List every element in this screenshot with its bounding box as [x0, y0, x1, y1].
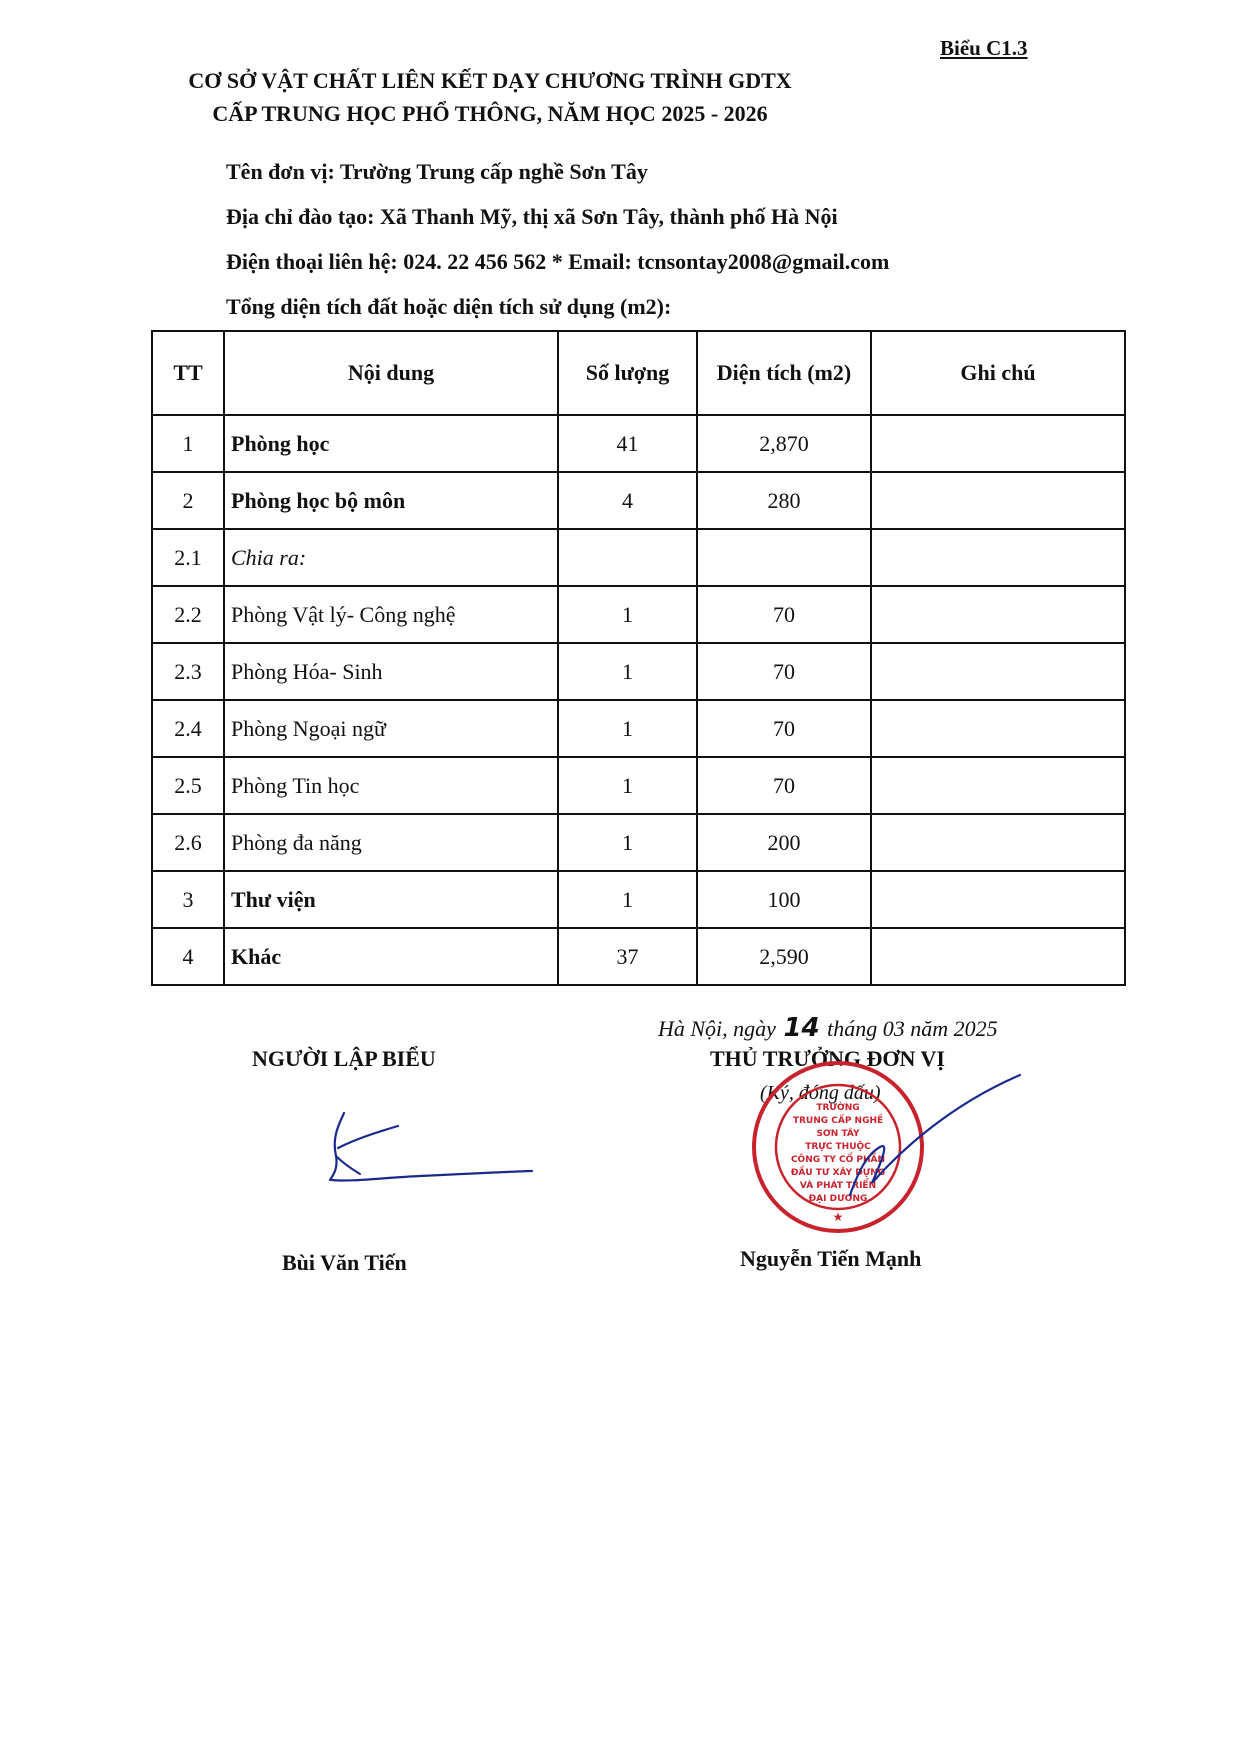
right-signer-name: Nguyễn Tiến Mạnh	[740, 1246, 922, 1271]
cell-tt: 2.6	[152, 814, 224, 871]
date-day-handwritten: 14	[783, 1013, 820, 1043]
cell-quantity: 1	[558, 871, 697, 928]
facilities-table	[151, 330, 1126, 986]
stamp-line-6: ĐẦU TƯ XÂY DỰNG	[790, 1168, 886, 1178]
cell-area: 70	[697, 643, 871, 700]
cell-area: 280	[697, 472, 871, 529]
cell-content: Phòng Hóa- Sinh	[224, 643, 558, 700]
header-area: Diện tích (m2)	[697, 331, 871, 415]
cell-content: Phòng học	[224, 415, 558, 472]
header-tt: TT	[152, 331, 224, 415]
cell-tt: 2.5	[152, 757, 224, 814]
date-suffix: tháng 03 năm 2025	[827, 1016, 998, 1041]
cell-quantity: 1	[558, 814, 697, 871]
cell-note	[871, 586, 1125, 643]
cell-content: Khác	[224, 928, 558, 985]
right-signature-title: THỦ TRƯỞNG ĐƠN VỊ	[710, 1046, 945, 1071]
cell-content: Phòng Vật lý- Công nghệ	[224, 586, 558, 643]
cell-note	[871, 757, 1125, 814]
cell-note	[871, 871, 1125, 928]
stamp-line-7: VÀ PHÁT TRIỂN	[799, 1181, 877, 1191]
table-row	[152, 871, 1125, 928]
table-row	[152, 700, 1125, 757]
table-row	[152, 415, 1125, 472]
table-row	[152, 757, 1125, 814]
cell-note	[871, 529, 1125, 586]
header-quantity: Số lượng	[558, 331, 697, 415]
stamp-line-4: TRỰC THUỘC	[805, 1142, 871, 1152]
cell-area: 200	[697, 814, 871, 871]
cell-quantity: 4	[558, 472, 697, 529]
cell-content: Chia ra:	[224, 529, 558, 586]
cell-note	[871, 643, 1125, 700]
form-code: Biểu C1.3	[940, 36, 1028, 60]
stamp-star-icon: ★	[832, 1210, 844, 1224]
cell-note	[871, 472, 1125, 529]
cell-tt: 1	[152, 415, 224, 472]
stamp-line-2: TRUNG CẤP NGHỀ	[792, 1116, 884, 1126]
header-content: Nội dung	[224, 331, 558, 415]
table-row	[152, 643, 1125, 700]
unit-name: Tên đơn vị: Trường Trung cấp nghề Sơn Tây	[226, 159, 648, 184]
stamp-line-5: CÔNG TY CỔ PHẦN	[790, 1155, 886, 1165]
cell-content: Thư viện	[224, 871, 558, 928]
cell-note	[871, 928, 1125, 985]
cell-area: 70	[697, 586, 871, 643]
cell-area: 70	[697, 700, 871, 757]
table-row	[152, 472, 1125, 529]
left-signer-name: Bùi Văn Tiến	[282, 1250, 407, 1275]
table-header-row	[152, 331, 1125, 415]
cell-tt: 2	[152, 472, 224, 529]
cell-note	[871, 700, 1125, 757]
cell-note	[871, 814, 1125, 871]
left-signature-title: NGƯỜI LẬP BIỂU	[252, 1046, 436, 1071]
table-row	[152, 529, 1125, 586]
cell-quantity: 1	[558, 643, 697, 700]
cell-note	[871, 415, 1125, 472]
area-label: Tổng diện tích đất hoặc diện tích sử dụng (m2):	[226, 294, 672, 319]
cell-content: Phòng Ngoại ngữ	[224, 700, 558, 757]
cell-tt: 2.2	[152, 586, 224, 643]
contact-info: Điện thoại liên hệ: 024. 22 456 562 * Email: tcnsontay2008@gmail.com	[226, 249, 890, 274]
cell-tt: 4	[152, 928, 224, 985]
cell-tt: 2.1	[152, 529, 224, 586]
document-title-line-1: CƠ SỞ VẬT CHẤT LIÊN KẾT DẠY CHƯƠNG TRÌNH GDTX	[188, 68, 792, 93]
cell-area: 2,870	[697, 415, 871, 472]
cell-quantity: 1	[558, 700, 697, 757]
stamp-seal-graphic	[754, 1063, 922, 1231]
cell-area: 70	[697, 757, 871, 814]
cell-tt: 2.3	[152, 643, 224, 700]
training-address: Địa chỉ đào tạo: Xã Thanh Mỹ, thị xã Sơn Tây, thành phố Hà Nội	[226, 204, 838, 229]
stamp-line-1: TRƯỜNG	[816, 1103, 860, 1113]
date-line	[658, 1013, 998, 1043]
left-signature-mark	[320, 1108, 540, 1188]
right-signature-mark	[850, 1075, 1020, 1195]
cell-quantity	[558, 529, 697, 586]
cell-quantity: 1	[558, 757, 697, 814]
table-row	[152, 928, 1125, 985]
cell-content: Phòng Tin học	[224, 757, 558, 814]
header-note: Ghi chú	[871, 331, 1125, 415]
cell-tt: 3	[152, 871, 224, 928]
cell-content: Phòng học bộ môn	[224, 472, 558, 529]
cell-area: 100	[697, 871, 871, 928]
official-seal	[730, 1055, 1030, 1235]
date-prefix: Hà Nội, ngày	[658, 1016, 776, 1041]
stamp-line-8: ĐẠI DƯƠNG	[808, 1194, 868, 1204]
cell-quantity: 41	[558, 415, 697, 472]
signature-note: (Ký, đóng dấu)	[760, 1082, 881, 1104]
cell-area: 2,590	[697, 928, 871, 985]
cell-quantity: 1	[558, 586, 697, 643]
cell-area	[697, 529, 871, 586]
stamp-line-3: SƠN TÂY	[816, 1129, 860, 1139]
cell-content: Phòng đa năng	[224, 814, 558, 871]
document-title-line-2: CẤP TRUNG HỌC PHỔ THÔNG, NĂM HỌC 2025 - 2026	[212, 101, 768, 126]
table-row	[152, 814, 1125, 871]
table-row	[152, 586, 1125, 643]
cell-tt: 2.4	[152, 700, 224, 757]
cell-quantity: 37	[558, 928, 697, 985]
